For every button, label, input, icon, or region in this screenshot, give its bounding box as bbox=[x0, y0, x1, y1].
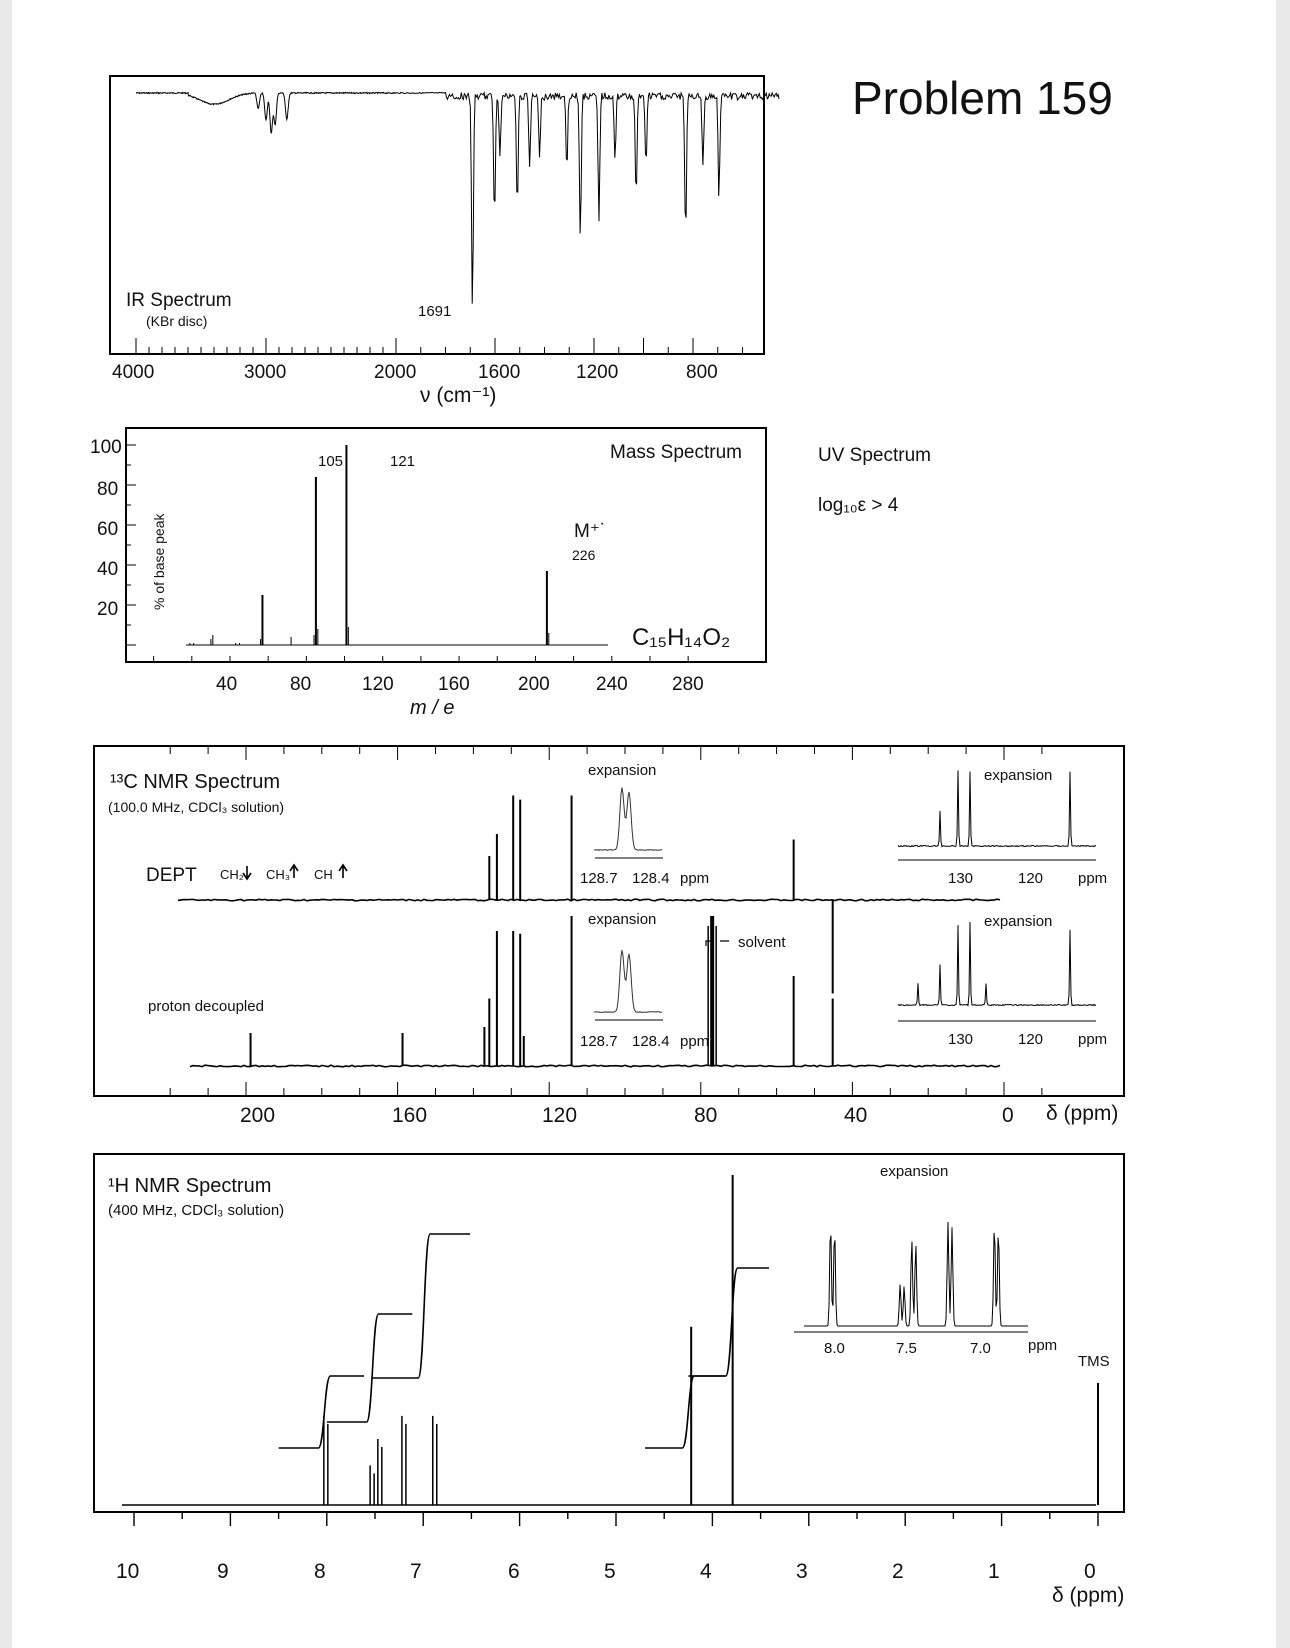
inset-tick-label: 7.0 bbox=[970, 1340, 991, 1357]
inset-trace bbox=[594, 788, 662, 851]
ir-tick-label: 1200 bbox=[576, 362, 619, 383]
inset-tick-label: 130 bbox=[948, 1031, 974, 1048]
mass-x-axis-label: m / e bbox=[410, 697, 455, 719]
proton-decoupled-label: proton decoupled bbox=[148, 998, 264, 1015]
decoupled-right-inset bbox=[898, 913, 1107, 1048]
inset-tick-label: 128.7 bbox=[580, 1033, 618, 1050]
h1-x-tick-label: 1 bbox=[988, 1560, 1000, 1583]
mass-y-tick-label: 80 bbox=[97, 479, 119, 500]
mass-spectrum bbox=[90, 428, 766, 719]
mass-x-tick-label: 280 bbox=[672, 674, 704, 695]
dept-ch2-label: CH₂ bbox=[220, 867, 244, 882]
inset-tick-label: ppm bbox=[1078, 870, 1108, 887]
c13-title: ¹³C NMR Spectrum bbox=[110, 771, 281, 793]
h1-integral-curves bbox=[279, 1234, 769, 1448]
mass-title: Mass Spectrum bbox=[610, 442, 742, 463]
h1-inset bbox=[794, 1163, 1057, 1357]
arrow-up-icon bbox=[290, 865, 298, 878]
mass-y-tick-label: 100 bbox=[90, 437, 122, 458]
dept-peaks bbox=[489, 796, 832, 994]
ir-x-axis-label: ν (cm⁻¹) bbox=[420, 384, 497, 407]
mass-y-tick-label: 20 bbox=[97, 599, 119, 620]
mass-peak-label-105: 105 bbox=[318, 453, 344, 470]
inset-tick-label: 7.5 bbox=[896, 1340, 917, 1357]
inset-tick-label: ppm bbox=[1028, 1337, 1058, 1354]
integral-curve bbox=[688, 1268, 769, 1376]
uv-title: UV Spectrum bbox=[818, 445, 931, 466]
ir-tick-label: 2000 bbox=[374, 362, 417, 383]
h1-nmr-spectrum bbox=[94, 1154, 1124, 1607]
mass-y-tick-label: 40 bbox=[97, 559, 119, 580]
page-title: Problem 159 bbox=[852, 72, 1113, 124]
arrow-down-icon bbox=[243, 866, 251, 879]
h1-title: ¹H NMR Spectrum bbox=[108, 1175, 272, 1197]
dept-ch-label: CH bbox=[314, 867, 333, 882]
dept-center-inset bbox=[580, 762, 709, 887]
decoupled-baseline bbox=[190, 1065, 1000, 1067]
h1-x-tick-label: 4 bbox=[700, 1560, 712, 1583]
mass-y-axis-ticks bbox=[126, 445, 688, 662]
mass-y-tick-label: 60 bbox=[97, 519, 119, 540]
h1-x-tick-label: 5 bbox=[604, 1560, 616, 1583]
h1-x-tick-label: 9 bbox=[217, 1560, 229, 1583]
ir-tick-label: 4000 bbox=[112, 362, 155, 383]
inset-tick-label: 128.7 bbox=[580, 870, 618, 887]
c13-x-tick-label: 200 bbox=[240, 1104, 276, 1127]
dept-label: DEPT bbox=[146, 865, 197, 886]
dept-ch3-label: CH₃ bbox=[266, 867, 291, 882]
c13-subtitle: (100.0 MHz, CDCl₃ solution) bbox=[108, 799, 285, 815]
ir-label: IR Spectrum bbox=[126, 290, 232, 311]
expansion-label: expansion bbox=[588, 762, 657, 779]
c13-x-tick-label: 80 bbox=[694, 1104, 718, 1127]
integral-curve bbox=[372, 1234, 470, 1378]
ir-sublabel: (KBr disc) bbox=[146, 313, 208, 329]
integral-curve bbox=[645, 1376, 726, 1448]
ir-peak-annotation: 1691 bbox=[418, 303, 452, 320]
mass-bars bbox=[190, 445, 549, 645]
inset-trace bbox=[804, 1222, 1028, 1326]
expansion-label: expansion bbox=[984, 913, 1053, 930]
mass-x-tick-label: 200 bbox=[518, 674, 550, 695]
mass-x-tick-label: 120 bbox=[362, 674, 394, 695]
inset-trace bbox=[594, 950, 662, 1012]
expansion-label: expansion bbox=[880, 1163, 949, 1180]
ir-x-axis-ticks bbox=[136, 338, 743, 354]
h1-x-tick-label: 2 bbox=[892, 1560, 904, 1583]
ir-tick-label: 800 bbox=[686, 362, 718, 383]
c13-x-tick-label: 40 bbox=[844, 1104, 868, 1127]
expansion-label: expansion bbox=[588, 911, 657, 928]
h1-subtitle: (400 MHz, CDCl₃ solution) bbox=[108, 1202, 285, 1219]
ir-tick-label: 3000 bbox=[244, 362, 287, 383]
solvent-label: solvent bbox=[738, 934, 786, 951]
mass-molecular-ion-mass: 226 bbox=[572, 547, 596, 563]
c13-nmr-spectrum bbox=[94, 746, 1124, 1127]
uv-spectrum bbox=[818, 445, 931, 516]
problem-page bbox=[12, 0, 1276, 1648]
c13-x-tick-label: 120 bbox=[542, 1104, 578, 1127]
ir-spectrum bbox=[110, 76, 779, 407]
inset-tick-label: 8.0 bbox=[824, 1340, 845, 1357]
h1-x-tick-label: 10 bbox=[116, 1560, 140, 1583]
inset-tick-label: 128.4 bbox=[632, 870, 670, 887]
ir-tick-label: 1600 bbox=[478, 362, 521, 383]
h1-x-tick-label: 3 bbox=[796, 1560, 808, 1583]
inset-trace bbox=[898, 922, 1096, 1006]
h1-x-axis-ticks bbox=[94, 1512, 1124, 1526]
arrow-up-icon bbox=[339, 865, 347, 878]
inset-tick-label: 120 bbox=[1018, 870, 1044, 887]
tms-label: TMS bbox=[1078, 1353, 1110, 1370]
c13-x-tick-label: 160 bbox=[392, 1104, 428, 1127]
integral-curve bbox=[279, 1376, 364, 1448]
mass-molecular-ion-label: M⁺˙ bbox=[574, 521, 607, 542]
mass-x-tick-label: 240 bbox=[596, 674, 628, 695]
expansion-label: expansion bbox=[984, 767, 1053, 784]
mass-formula: C₁₅H₁₄O₂ bbox=[632, 624, 731, 651]
inset-tick-label: 128.4 bbox=[632, 1033, 670, 1050]
inset-tick-label: ppm bbox=[680, 870, 710, 887]
inset-tick-label: 130 bbox=[948, 870, 974, 887]
integral-curve bbox=[327, 1314, 412, 1422]
dept-right-inset bbox=[898, 767, 1107, 887]
inset-tick-label: ppm bbox=[1078, 1031, 1108, 1048]
h1-x-tick-label: 7 bbox=[410, 1560, 422, 1583]
c13-x-tick-label: 0 bbox=[1002, 1104, 1014, 1127]
c13-x-axis-label: δ (ppm) bbox=[1046, 1102, 1119, 1125]
h1-x-tick-label: 6 bbox=[508, 1560, 520, 1583]
mass-peak-label-121: 121 bbox=[390, 453, 416, 470]
mass-y-axis-label: % of base peak bbox=[151, 513, 167, 610]
inset-tick-label: ppm bbox=[680, 1033, 710, 1050]
h1-x-tick-label: 0 bbox=[1084, 1560, 1096, 1583]
h1-x-tick-label: 8 bbox=[314, 1560, 326, 1583]
spectra-sheet bbox=[12, 0, 1276, 1648]
mass-x-tick-label: 80 bbox=[290, 674, 312, 695]
h1-x-axis-label: δ (ppm) bbox=[1052, 1584, 1125, 1607]
inset-tick-label: 120 bbox=[1018, 1031, 1044, 1048]
solvent-bracket bbox=[706, 941, 729, 946]
decoupled-center-inset bbox=[580, 911, 709, 1050]
uv-value: log₁₀ε > 4 bbox=[818, 495, 899, 516]
ir-trace bbox=[136, 92, 779, 303]
dept-baseline bbox=[178, 899, 1000, 901]
mass-x-tick-label: 40 bbox=[216, 674, 238, 695]
mass-x-tick-label: 160 bbox=[438, 674, 470, 695]
